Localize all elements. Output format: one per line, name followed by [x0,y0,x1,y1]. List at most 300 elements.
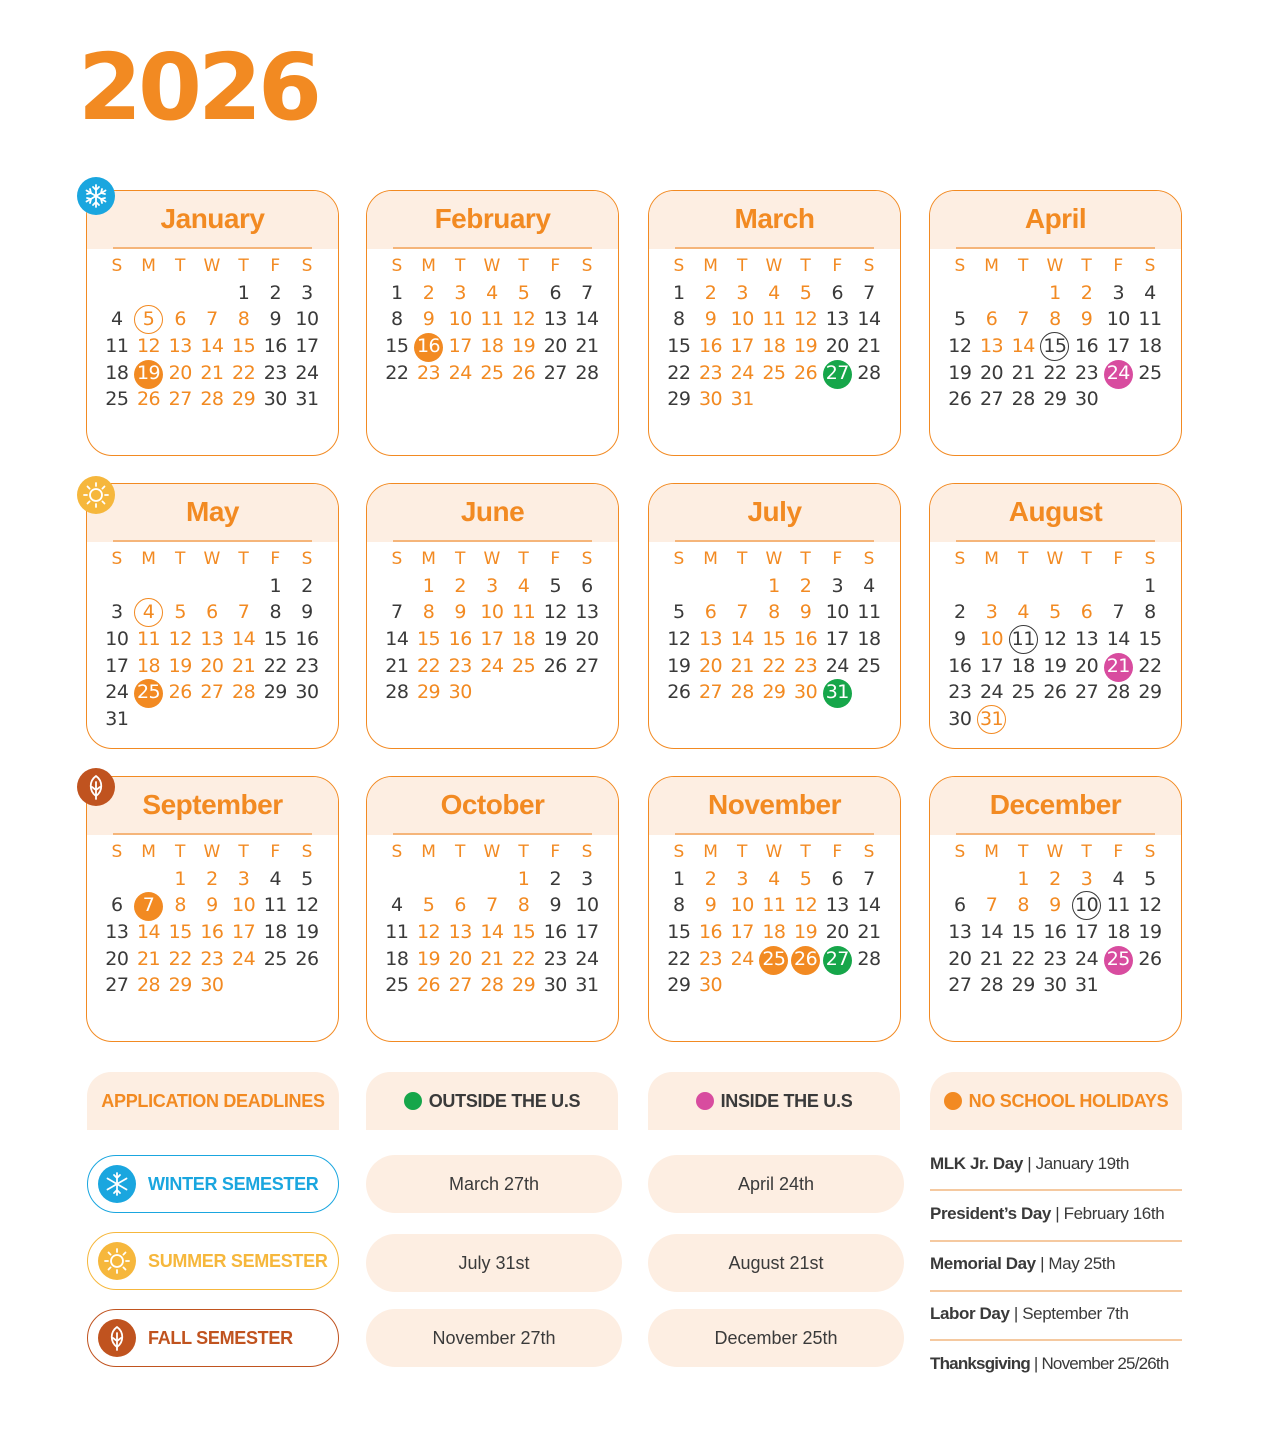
day-cell: 21 [730,654,754,677]
day-cell: 15 [667,335,691,358]
day-cell: 2 [206,867,218,890]
day-cell: 11 [385,921,409,944]
day-cell: 12 [948,335,972,358]
divider [393,833,592,835]
day-cell: 6 [704,601,717,624]
day-blank [133,573,165,600]
day-cell: 21 [385,654,409,677]
day-blank [976,866,1008,893]
day-cell: 29 [762,681,786,704]
day-cell: 12 [416,921,441,944]
month-header [367,191,618,249]
day-cell: 27 [105,974,129,997]
month-header [930,191,1181,249]
day-cell: 15 [168,921,192,944]
day-cell: 3 [1112,281,1125,304]
day-cell: 2 [422,281,435,304]
day-cell: 27 [821,360,853,387]
day-cell: 30 [698,974,723,997]
day-cell: 14 [232,628,256,651]
day-cell: 7 [486,894,498,917]
weekday-label: S [391,842,403,862]
month-september [86,776,339,1042]
weekday-label: W [1046,842,1064,862]
day-cell: 14 [385,628,409,651]
day-cell: 1 [768,574,780,597]
day-cell: 2 [704,867,717,890]
day-blank [196,573,228,600]
day-cell: 18 [762,335,786,358]
day-cell: 22 [168,947,192,970]
holiday-item: President’s Day | February 16th [930,1204,1165,1223]
day-cell: 7 [237,601,250,624]
day-cell: 10 [295,308,319,331]
day-cell: 29 [512,974,536,997]
day-cell: 27 [821,946,853,973]
day-cell: 11 [1007,626,1039,653]
day-cell: 11 [105,335,129,358]
day-cell: 21 [857,921,881,944]
holiday-item: Thanksgiving | November 25/26th [930,1354,1169,1373]
day-cell: 11 [1106,894,1130,917]
day-cell: 8 [673,308,685,331]
day-cell: 8 [1017,894,1030,917]
day-cell: 18 [263,921,287,944]
day-cell: 25 [105,388,129,411]
day-cell: 5 [517,281,530,304]
inside-us-label: INSIDE THE U.S [720,1090,853,1111]
weekday-label: S [954,256,966,276]
weekday-label: W [483,549,501,569]
weekday-label: F [270,549,281,569]
day-cell: 7 [736,601,749,624]
day-cell: 16 [698,921,723,944]
day-cell: 20 [168,361,192,384]
day-cell: 28 [575,361,599,384]
day-cell: 6 [985,308,998,331]
day-cell: 8 [1049,308,1061,331]
outside-us-label: OUTSIDE THE U.S [428,1090,581,1111]
weekday-label: T [800,549,811,569]
weekday-label: T [518,549,529,569]
weekday-label: F [1113,549,1124,569]
day-cell: 26 [790,946,822,973]
weekday-label: T [1018,549,1029,569]
day-cell: 28 [979,974,1004,997]
day-cell: 15 [385,335,409,358]
holiday-date: November 25/26th [1041,1354,1169,1373]
day-cell: 9 [454,601,467,624]
day-cell: 26 [512,361,536,384]
day-blank [164,573,196,600]
month-february [366,190,619,456]
weekday-label: T [1081,842,1092,862]
weekday-label: T [737,842,748,862]
day-cell: 14 [575,308,599,331]
day-blank [476,866,508,893]
day-cell: 1 [673,281,685,304]
day-cell: 31 [976,706,1008,733]
day-blank [101,866,133,893]
day-cell: 19 [667,654,691,677]
day-cell: 2 [549,867,562,890]
day-cell: 24 [1102,360,1134,387]
day-cell: 21 [480,947,504,970]
day-cell: 27 [575,654,599,677]
weekday-label: M [141,256,156,276]
month-header [87,191,338,249]
day-cell: 9 [799,601,812,624]
day-cell: 23 [295,654,319,677]
day-cell: 19 [168,654,192,677]
day-cell: 14 [857,308,881,331]
day-cell: 14 [200,335,224,358]
month-header [930,777,1181,835]
day-cell: 8 [237,308,250,331]
holidays-label: NO SCHOOL HOLIDAYS [968,1090,1169,1111]
day-cell: 30 [200,974,224,997]
weekday-label: W [765,549,783,569]
weekday-label: T [737,549,748,569]
day-cell: 2 [704,281,717,304]
day-cell: 5 [174,601,187,624]
day-grid [101,253,323,413]
day-cell: 11 [480,308,504,331]
day-cell: 26 [295,947,319,970]
day-cell: 3 [486,574,498,597]
weekday-label: S [391,549,403,569]
day-cell: 27 [948,974,972,997]
day-cell: 9 [549,894,562,917]
day-cell: 7 [985,894,998,917]
weekday-label: S [111,842,123,862]
month-header [930,484,1181,542]
weekday-label: T [1018,256,1029,276]
day-cell: 24 [480,654,504,677]
day-cell: 18 [1011,654,1035,677]
day-cell: 15 [762,628,786,651]
day-cell: 15 [232,335,256,358]
weekday-label: M [984,256,999,276]
month-header [87,484,338,542]
day-cell: 22 [1011,947,1035,970]
weekday-label: F [832,549,843,569]
day-cell: 29 [667,388,691,411]
weekday-label: S [863,256,875,276]
day-cell: 30 [295,681,319,704]
day-cell: 30 [263,388,287,411]
day-cell: 24 [825,654,849,677]
day-cell: 10 [825,601,849,624]
day-cell: 29 [263,681,287,704]
outside-us-header [366,1072,618,1130]
day-cell: 2 [799,574,812,597]
day-cell: 30 [948,708,972,731]
holiday-item: Memorial Day | May 25th [930,1254,1116,1273]
summer-semester-pill [87,1232,339,1290]
day-blank [381,573,413,600]
day-cell: 30 [448,681,472,704]
day-cell: 8 [768,601,780,624]
day-blank [164,280,196,307]
weekday-label: M [141,842,156,862]
day-cell: 1 [391,281,403,304]
day-cell: 22 [762,654,786,677]
weekday-label: M [421,842,436,862]
day-cell: 10 [575,894,599,917]
holidays-header [930,1072,1182,1130]
day-cell: 30 [543,974,567,997]
day-cell: 14 [480,921,504,944]
day-cell: 5 [1049,601,1061,624]
day-cell: 7 [863,867,875,890]
day-cell: 24 [1075,947,1099,970]
weekday-label: S [581,256,593,276]
day-grid [381,839,603,999]
day-cell: 2 [1080,281,1093,304]
day-cell: 3 [111,601,123,624]
day-cell: 20 [979,361,1004,384]
pink-dot-icon [696,1092,714,1110]
month-january [86,190,339,456]
day-cell: 28 [1106,681,1130,704]
day-cell: 12 [543,601,567,624]
day-cell: 2 [954,601,966,624]
day-cell: 13 [448,921,472,944]
day-cell: 1 [237,281,250,304]
sun-icon [98,1242,136,1280]
month-october [366,776,619,1042]
day-blank [1007,280,1039,307]
divider [675,833,874,835]
weekday-label: S [581,842,593,862]
weekday-label: S [301,842,313,862]
day-cell: 27 [543,361,567,384]
day-cell: 11 [762,894,786,917]
day-cell: 31 [105,708,129,731]
day-cell: 8 [673,894,685,917]
day-cell: 23 [416,361,441,384]
day-cell: 6 [454,894,467,917]
day-cell: 4 [768,281,780,304]
day-grid [944,546,1166,733]
weekday-label: M [984,549,999,569]
month-name: June [460,496,525,527]
day-cell: 24 [575,947,599,970]
winter-outside-date: March 27th [366,1155,622,1213]
day-cell: 20 [575,628,599,651]
day-cell: 17 [295,335,319,358]
orange-dot-icon [944,1092,962,1110]
month-header [367,777,618,835]
day-cell: 16 [1075,335,1099,358]
day-cell: 5 [301,867,313,890]
day-cell: 10 [105,628,129,651]
weekday-label: T [175,549,186,569]
divider [675,540,874,542]
day-cell: 3 [237,867,250,890]
day-cell: 25 [1102,946,1134,973]
day-cell: 25 [1138,361,1162,384]
day-cell: 13 [200,628,224,651]
fall-semester-pill [87,1309,339,1367]
weekday-label: F [550,842,561,862]
weekday-label: T [800,256,811,276]
day-cell: 30 [794,681,818,704]
weekday-label: T [238,549,249,569]
day-cell: 7 [206,308,218,331]
day-cell: 24 [730,361,754,384]
day-cell: 1 [422,574,435,597]
day-cell: 20 [200,654,224,677]
month-header [87,777,338,835]
day-cell: 17 [575,921,599,944]
month-name: October [440,789,545,820]
day-cell: 7 [133,892,165,919]
day-cell: 1 [174,867,187,890]
day-cell: 2 [301,574,313,597]
day-cell: 4 [133,599,165,626]
day-cell: 18 [1138,335,1162,358]
day-cell: 29 [416,681,441,704]
day-cell: 4 [391,894,403,917]
day-grid [663,253,885,413]
day-cell: 21 [979,947,1004,970]
day-cell: 10 [480,601,504,624]
day-cell: 26 [416,974,441,997]
day-grid [663,546,885,706]
month-header [649,484,900,542]
day-cell: 8 [1144,601,1156,624]
day-cell: 27 [200,681,224,704]
day-cell: 15 [512,921,536,944]
holiday-name: Labor Day [930,1304,1010,1323]
day-cell: 13 [575,601,599,624]
day-cell: 14 [979,921,1004,944]
day-cell: 22 [385,361,409,384]
day-cell: 24 [295,361,319,384]
day-cell: 23 [263,361,287,384]
day-cell: 20 [825,921,849,944]
divider [956,540,1155,542]
day-cell: 16 [948,654,972,677]
day-cell: 11 [762,308,786,331]
day-cell: 1 [1049,281,1061,304]
weekday-label: M [141,549,156,569]
day-cell: 5 [1144,867,1156,890]
day-cell: 29 [667,974,691,997]
weekday-label: F [1113,842,1124,862]
weekday-label: T [518,842,529,862]
day-cell: 17 [1106,335,1130,358]
holiday-name: Memorial Day [930,1254,1036,1273]
day-cell: 11 [136,628,161,651]
weekday-label: W [765,256,783,276]
day-cell: 13 [948,921,972,944]
day-cell: 13 [979,335,1004,358]
day-cell: 22 [232,361,256,384]
day-cell: 15 [667,921,691,944]
divider [113,540,312,542]
day-cell: 14 [136,921,161,944]
day-cell: 18 [385,947,409,970]
day-cell: 4 [768,867,780,890]
summer-inside-date: August 21st [648,1234,904,1292]
day-cell: 9 [954,628,966,651]
day-grid [381,546,603,706]
green-dot-icon [404,1092,422,1110]
day-cell: 21 [1011,361,1035,384]
day-cell: 16 [200,921,224,944]
day-cell: 10 [1106,308,1130,331]
weekday-label: F [270,842,281,862]
day-cell: 5 [799,281,812,304]
day-cell: 17 [730,335,754,358]
day-cell: 29 [1043,388,1067,411]
day-cell: 25 [385,974,409,997]
holiday-name: President’s Day [930,1204,1051,1223]
day-cell: 28 [730,681,754,704]
day-cell: 31 [575,974,599,997]
day-cell: 9 [269,308,282,331]
month-august [929,483,1182,749]
day-cell: 18 [136,654,161,677]
weekday-label: T [1018,842,1029,862]
day-blank [101,573,133,600]
day-grid [944,839,1166,999]
day-cell: 14 [857,894,881,917]
weekday-label: S [1144,842,1156,862]
weekday-label: S [111,256,123,276]
day-cell: 20 [698,654,723,677]
day-cell: 1 [269,574,282,597]
day-cell: 25 [512,654,536,677]
application-deadlines-header [87,1072,339,1130]
weekday-label: M [421,549,436,569]
day-cell: 26 [948,388,972,411]
day-cell: 21 [857,335,881,358]
day-blank [444,866,476,893]
day-cell: 2 [454,574,467,597]
divider [113,833,312,835]
day-cell: 22 [667,361,691,384]
month-name: December [989,789,1122,820]
day-cell: 25 [133,679,165,706]
weekday-label: T [518,256,529,276]
day-blank [944,280,976,307]
day-cell: 23 [448,654,472,677]
day-cell: 23 [698,361,723,384]
day-cell: 20 [948,947,972,970]
day-cell: 4 [1112,867,1125,890]
divider [113,247,312,249]
weekday-label: S [673,256,685,276]
month-header [649,191,900,249]
day-cell: 1 [673,867,685,890]
winter-inside-date: April 24th [648,1155,904,1213]
day-cell: 12 [136,335,161,358]
month-december [929,776,1182,1042]
day-cell: 12 [794,894,818,917]
day-cell: 18 [1106,921,1130,944]
day-cell: 3 [736,867,749,890]
weekday-label: M [703,549,718,569]
day-cell: 6 [831,867,844,890]
day-blank [944,866,976,893]
month-april [929,190,1182,456]
day-cell: 8 [391,308,403,331]
day-cell: 9 [206,894,218,917]
